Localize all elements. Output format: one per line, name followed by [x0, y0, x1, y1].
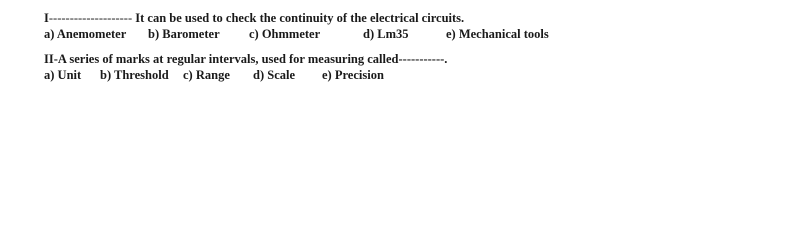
question-1-number: I [44, 11, 49, 25]
question-2-number: II- [44, 52, 58, 66]
question-2-stem [44, 51, 447, 67]
question-1-stem [44, 10, 464, 26]
question-1-text: It can be used to check the continuity of the electrical circuits. [135, 11, 465, 25]
question-1-option-c: c) Ohmmeter [249, 27, 321, 41]
question-2-option-c: c) Range [183, 68, 230, 82]
question-1-option-d: d) Lm35 [363, 27, 409, 41]
question-1-option-e: e) Mechanical tools [446, 27, 549, 41]
question-2-option-a: a) Unit [44, 68, 82, 82]
question-1-blank: -------------------- [48, 11, 133, 25]
question-2-option-d: d) Scale [253, 68, 296, 82]
question-2-option-b: b) Threshold [100, 68, 169, 82]
question-2-text: A series of marks at regular intervals, used for measuring called-----------. [57, 52, 448, 66]
question-2-option-e: e) Precision [322, 68, 384, 82]
question-1-option-a: a) Anemometer [44, 27, 127, 41]
question-1-option-b: b) Barometer [148, 27, 220, 41]
